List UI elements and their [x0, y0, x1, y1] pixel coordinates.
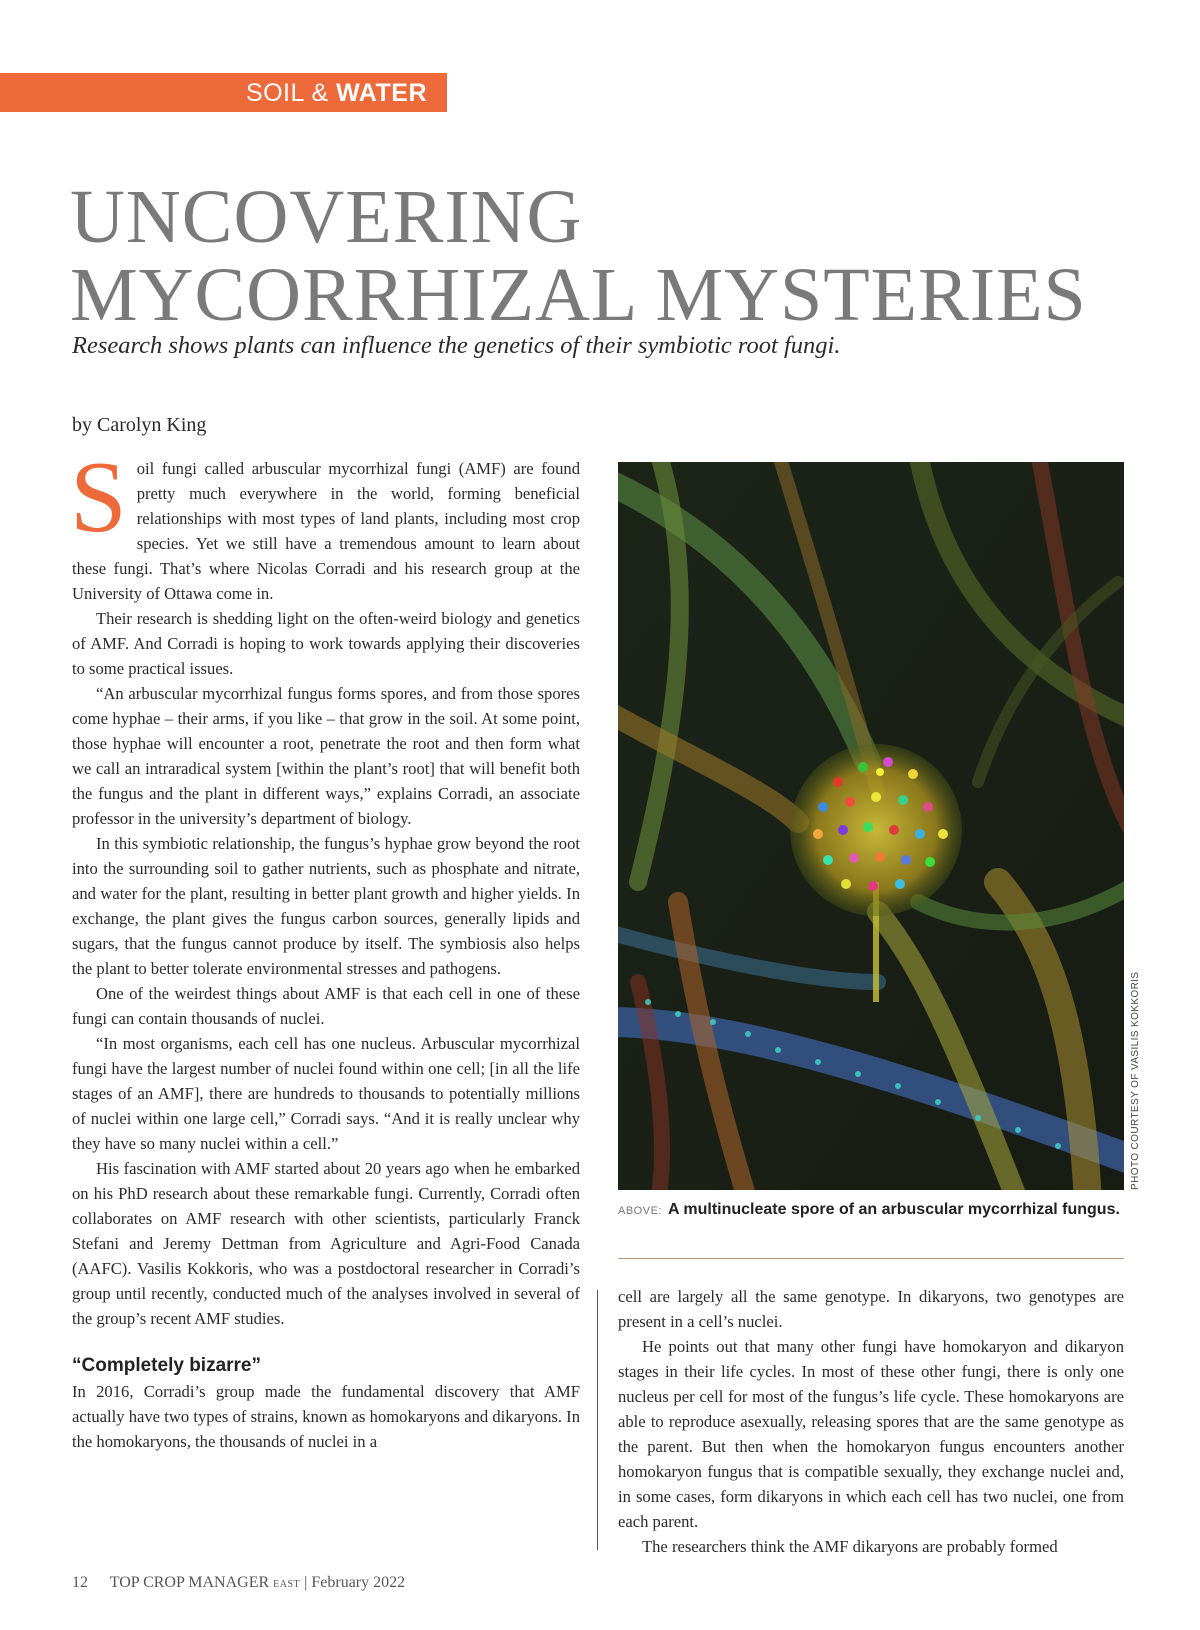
paragraph-7: His fascination with AMF started about 20 years ago when he embarked on his PhD research about these remarkable fungi. Currently, Corradi often collaborates on AMF research with other scientists, particularly Franck Stefani and Jeremy Dettman from Agriculture and Agri-Food Canada (AAFC). Vasilis Kokkoris, who was a postdoctoral researcher in Corradi’s group until recently, conducted much of the analyses involved in several of the group’s recent AMF studies. [72, 1159, 580, 1328]
article-subtitle: Research shows plants can influence the genetics of their symbiotic root fungi. [72, 332, 841, 359]
spore-photo [618, 462, 1124, 1190]
paragraph-3: “An arbuscular mycorrhizal fungus forms spores, and from those spores come hyphae – their arms, if you like – that grow in the soil. At some point, those hyphae will encounter a root, penetrate the root and then form what we call an intraradical system [within the plant’s root] that will benefit both the fungus and the plant in different ways,” explains Corradi, an associate professor in the university’s department of biology. [72, 684, 580, 828]
magazine-name: TOP CROP MANAGER [109, 1574, 270, 1591]
page-number: 12 [72, 1574, 88, 1591]
paragraph-2: Their research is shedding light on the often-weird biology and genetics of AMF. And Corradi is hoping to work towards applying their discoveries to some practical issues. [72, 609, 580, 678]
section-tab [0, 73, 447, 112]
article-title [70, 175, 1130, 337]
page-footer [72, 1574, 405, 1592]
right-paragraph-1: cell are largely all the same genotype. In dikaryons, two genotypes are present in a cell’s nuclei. [618, 1287, 1124, 1331]
subhead-completely-bizarre: “Completely bizarre” [72, 1355, 261, 1376]
caption-divider [618, 1258, 1124, 1259]
drop-cap: S [70, 441, 127, 554]
paragraph-6: “In most organisms, each cell has one nucleus. Arbuscular mycorrhizal fungi have the largest number of nuclei found within one cell; [in all the life stages of an AMF], there are hundreds to thousands to potentially millions of nuclei within one large cell,” Corradi says. “And it is really unclear why they have so many nuclei within a cell.” [72, 1034, 580, 1153]
byline: by Carolyn King [72, 414, 207, 436]
paragraph-5: One of the weirdest things about AMF is that each cell in one of these fungi can contain thousands of nuclei. [72, 984, 580, 1028]
issue-date: February 2022 [311, 1574, 406, 1591]
footer-separator: | [304, 1574, 308, 1591]
section-ampersand: & [311, 79, 329, 107]
magazine-edition: EAST [273, 1579, 301, 1590]
paragraph-8: In 2016, Corradi’s group made the fundamental discovery that AMF actually have two types of strains, known as homokaryons and dikaryons. In the homokaryons, the thousands of nuclei in a [72, 1382, 580, 1451]
photo-credit: PHOTO COURTESY OF VASILIS KOKKORIS [1130, 971, 1141, 1190]
paragraph-4: In this symbiotic relationship, the fungus’s hyphae grow beyond the root into the surrounding soil to gather nutrients, such as phosphate and nitrate, and water for the plant, resulting in better plant growth and higher yields. In exchange, the plant gives the fungus carbon sources, generally lipids and sugars, that the fungus cannot produce by itself. The symbiosis also helps the plant to better tolerate environmental stresses and pathogens. [72, 834, 580, 978]
title-line-2: MYCORRHIZAL MYSTERIES [70, 253, 1087, 337]
right-paragraph-2: He points out that many other fungi have homokaryon and dikaryon stages in their life cycles. In most of these other fungi, there is only one nucleus per cell for most of the fungus’s life cycle. These homokaryons are able to reproduce asexually, releasing spores that are the same genotype as the parent. But then when the homokaryon fungus encounters another homokaryon fungus that is compatible sexually, they exchange nuclei and, in some cases, form dikaryons in which each cell has two nuclei, one from each parent. [618, 1337, 1124, 1531]
title-line-1: UNCOVERING [70, 175, 583, 259]
right-column [618, 1284, 1124, 1559]
left-column [70, 441, 580, 1454]
paragraph-1-text: oil fungi called arbuscular mycorrhizal fungi (AMF) are found pretty much everywhere in the world, forming beneficial relationships with most types of land plants, including most crop species. Yet we still have a tremendous amount to learn about these fungi. That’s where Nicolas Corradi and his research group at the University of Ottawa come in. [72, 459, 580, 603]
right-paragraph-3: The researchers think the AMF dikaryons are probably formed [642, 1537, 1058, 1556]
caption-label: ABOVE: [618, 1205, 662, 1217]
section-word-soil: SOIL [245, 79, 304, 107]
caption-text: A multinucleate spore of an arbuscular mycorrhizal fungus. [667, 1201, 1120, 1218]
paragraph-1 [70, 441, 580, 606]
photo-caption [618, 1200, 1124, 1221]
column-divider [597, 1290, 598, 1550]
spore-photo-illustration [618, 462, 1124, 1190]
section-word-water: WATER [336, 79, 427, 107]
